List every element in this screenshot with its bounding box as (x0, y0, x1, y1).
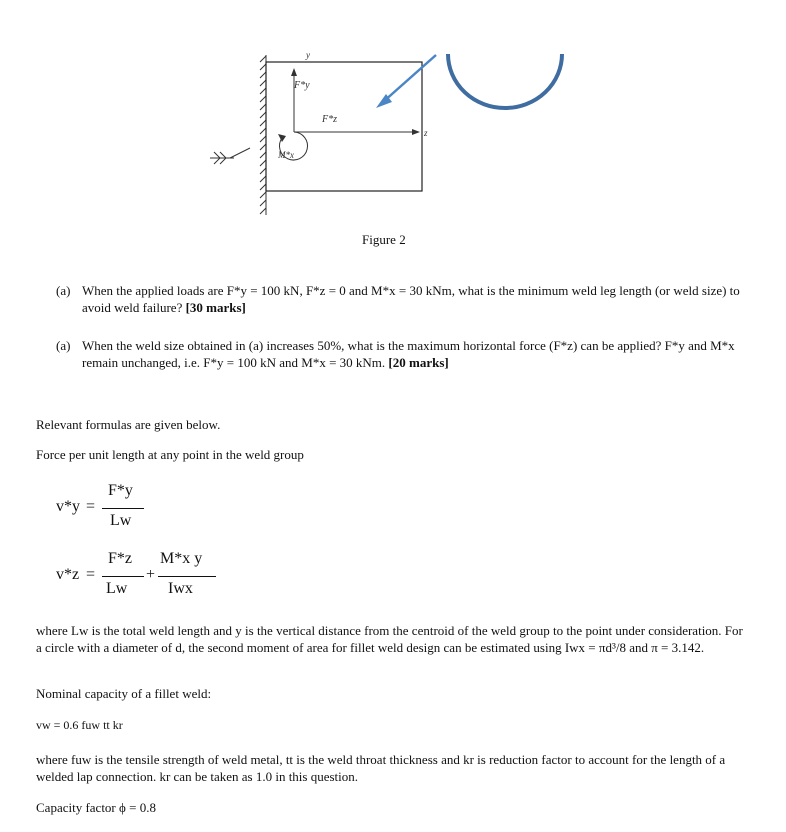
fy-label: F*y (294, 80, 310, 91)
annotation-circle (448, 54, 562, 108)
mx-label: M*x (278, 150, 294, 160)
eq2-den1: Lw (106, 580, 128, 597)
annotation-arrow (376, 55, 436, 108)
question-a1 (56, 282, 756, 316)
fz-label: F*z (322, 114, 337, 125)
where-paragraph-1: where Lw is the total weld length and y is the vertical distance from the centroid of the weld group to the point under consideration. For a circle with a diameter of d, the second moment of area for fillet weld design can be estimated using Iwx = πd³/8 and π = 3.142. (36, 623, 743, 655)
question-marks: [30 marks] (185, 300, 246, 315)
question-label: (a) (56, 338, 71, 353)
force-intro: Force per unit length at any point in the weld group (36, 447, 304, 462)
capacity-equation: vw = 0.6 fuw tt kr (36, 718, 123, 732)
figure-caption: Figure 2 (362, 232, 406, 247)
axis-y-label: y (306, 50, 310, 60)
equation-1: v*y = F*y Lw (52, 478, 172, 538)
eq2-lhs: v*z (56, 566, 80, 583)
eq1-num: F*y (108, 482, 133, 499)
wall-hatching (260, 55, 266, 215)
formulas-intro: Relevant formulas are given below. (36, 417, 221, 432)
question-marks: [20 marks] (388, 355, 449, 370)
question-text: When the applied loads are F*y = 100 kN, F*z = 0 and M*x = 30 kNm, what is the minimum weld leg length (or weld size) to avoid weld failure? (82, 283, 740, 315)
where-paragraph-2: where fuw is the tensile strength of weld metal, tt is the weld throat thickness and kr is reduction factor to account for the length of a welded lap connection. kr can be taken as 1.0 in this question. (36, 752, 726, 784)
eq2-den2: Iwx (168, 580, 193, 597)
eq2-num2: M*x y (160, 550, 203, 567)
equation-2: v*z = F*z Lw + M*x y Iwx (52, 546, 252, 606)
eq1-den: Lw (110, 512, 132, 529)
question-a2 (56, 337, 756, 371)
nominal-capacity-heading: Nominal capacity of a fillet weld: (36, 686, 212, 701)
plate (266, 62, 422, 191)
question-text: When the weld size obtained in (a) increases 50%, what is the maximum horizontal force (F*z) can be applied? F*y and M*x remain unchanged, i.e. F*y = 100 kN and M*x = 30 kNm. (82, 338, 735, 370)
capacity-factor: Capacity factor ϕ = 0.8 (36, 800, 156, 815)
eq1-lhs: v*y (56, 498, 80, 515)
weld-diagram (190, 40, 610, 225)
eq2-num1: F*z (108, 550, 132, 567)
x-axis-symbol (210, 148, 250, 164)
axis-z-label: z (424, 128, 428, 138)
question-label: (a) (56, 283, 71, 298)
